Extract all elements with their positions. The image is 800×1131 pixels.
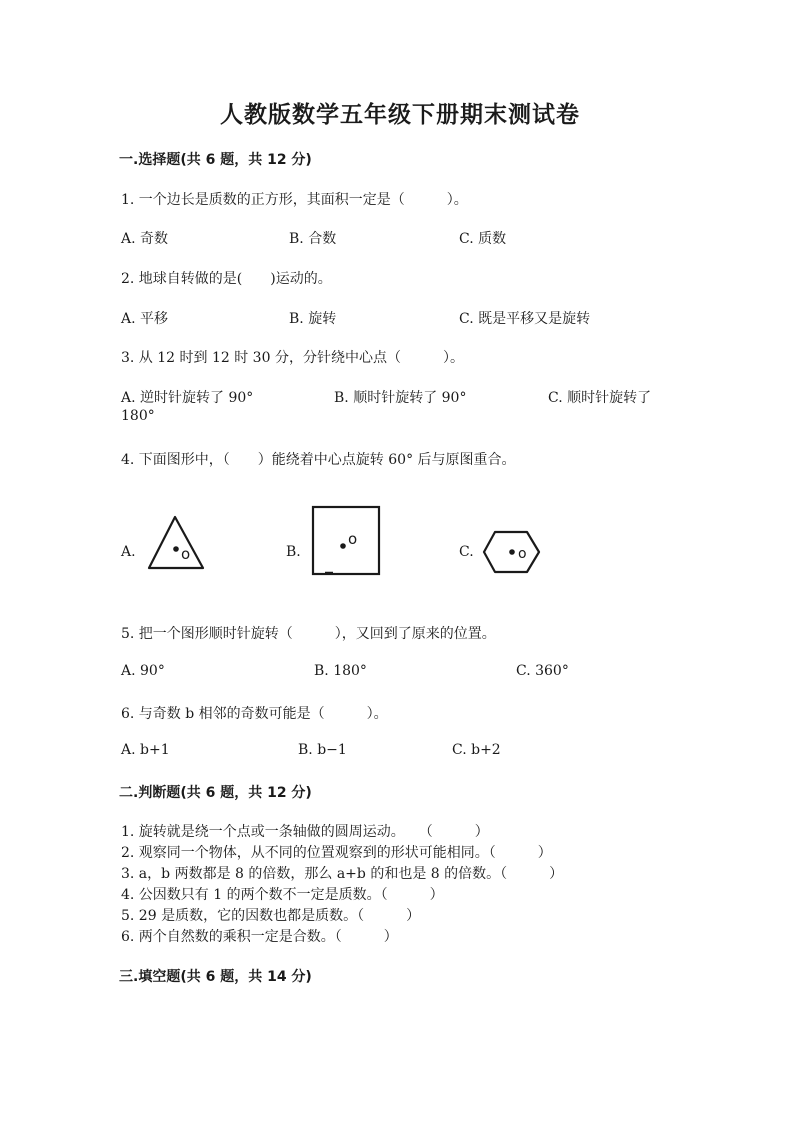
judge-item-1: 1. 旋转就是绕一个点或一条轴做的圆周运动。 （ ） [121,824,489,840]
hexagon-figure [478,522,548,582]
section-heading-judge: 二.判断题(共 6 题，共 12 分) [119,785,312,801]
question-4-stem: 4. 下面图形中，（ ）能绕着中心点旋转 60° 后与原图重合。 [121,452,516,468]
question-4-option-c: C. [459,544,474,560]
question-3-option-c: C. 顺时针旋转了 [548,390,652,406]
question-5-option-c: C. 360° [516,663,569,679]
question-2-stem: 2. 地球自转做的是( )运动的。 [121,271,332,287]
question-3-option-b: B. 顺时针旋转了 90° [334,390,467,406]
judge-item-2: 2. 观察同一个物体，从不同的位置观察到的形状可能相同。（ ） [121,845,552,861]
question-6-option-c: C. b+2 [452,742,501,758]
question-2-option-c: C. 既是平移又是旋转 [459,311,591,327]
question-1-option-a: A. 奇数 [121,231,169,247]
question-6-option-a: A. b+1 [121,742,170,758]
question-2-option-a: A. 平移 [121,311,169,327]
question-4-option-b: B. [286,544,301,560]
question-6-option-b: B. b−1 [298,742,347,758]
question-4-option-a: A. [121,544,136,560]
question-5-option-a: A. 90° [121,663,165,679]
section-heading-choice: 一.选择题(共 6 题，共 12 分) [119,152,312,168]
question-3-option-a: A. 逆时针旋转了 90° [121,390,254,406]
question-3-option-c-wrap: 180° [121,408,155,424]
question-3-stem: 3. 从 12 时到 12 时 30 分，分针绕中心点（ ）。 [121,350,464,366]
question-6-stem: 6. 与奇数 b 相邻的奇数可能是（ ）。 [121,706,388,722]
page-title: 人教版数学五年级下册期末测试卷 [220,101,580,128]
judge-item-5: 5. 29 是质数，它的因数也都是质数。（ ） [121,908,421,924]
svg-text:o: o [348,530,358,548]
judge-item-4: 4. 公因数只有 1 的两个数不一定是质数。（ ） [121,887,444,903]
svg-text:o: o [181,545,191,563]
question-2-option-b: B. 旋转 [289,311,337,327]
question-5-option-b: B. 180° [314,663,367,679]
section-heading-fill: 三.填空题(共 6 题，共 14 分) [119,969,312,985]
triangle-figure [140,510,220,575]
judge-item-3: 3. a，b 两数都是 8 的倍数，那么 a+b 的和也是 8 的倍数。（ ） [121,866,564,882]
question-1-option-b: B. 合数 [289,231,337,247]
square-figure [308,503,388,583]
judge-item-6: 6. 两个自然数的乘积一定是合数。（ ） [121,929,398,945]
question-1-option-c: C. 质数 [459,231,507,247]
question-5-stem: 5. 把一个图形顺时针旋转（ ），又回到了原来的位置。 [121,626,496,642]
question-1-stem: 1. 一个边长是质数的正方形，其面积一定是（ ）。 [121,192,468,208]
svg-text:o: o [518,546,527,562]
